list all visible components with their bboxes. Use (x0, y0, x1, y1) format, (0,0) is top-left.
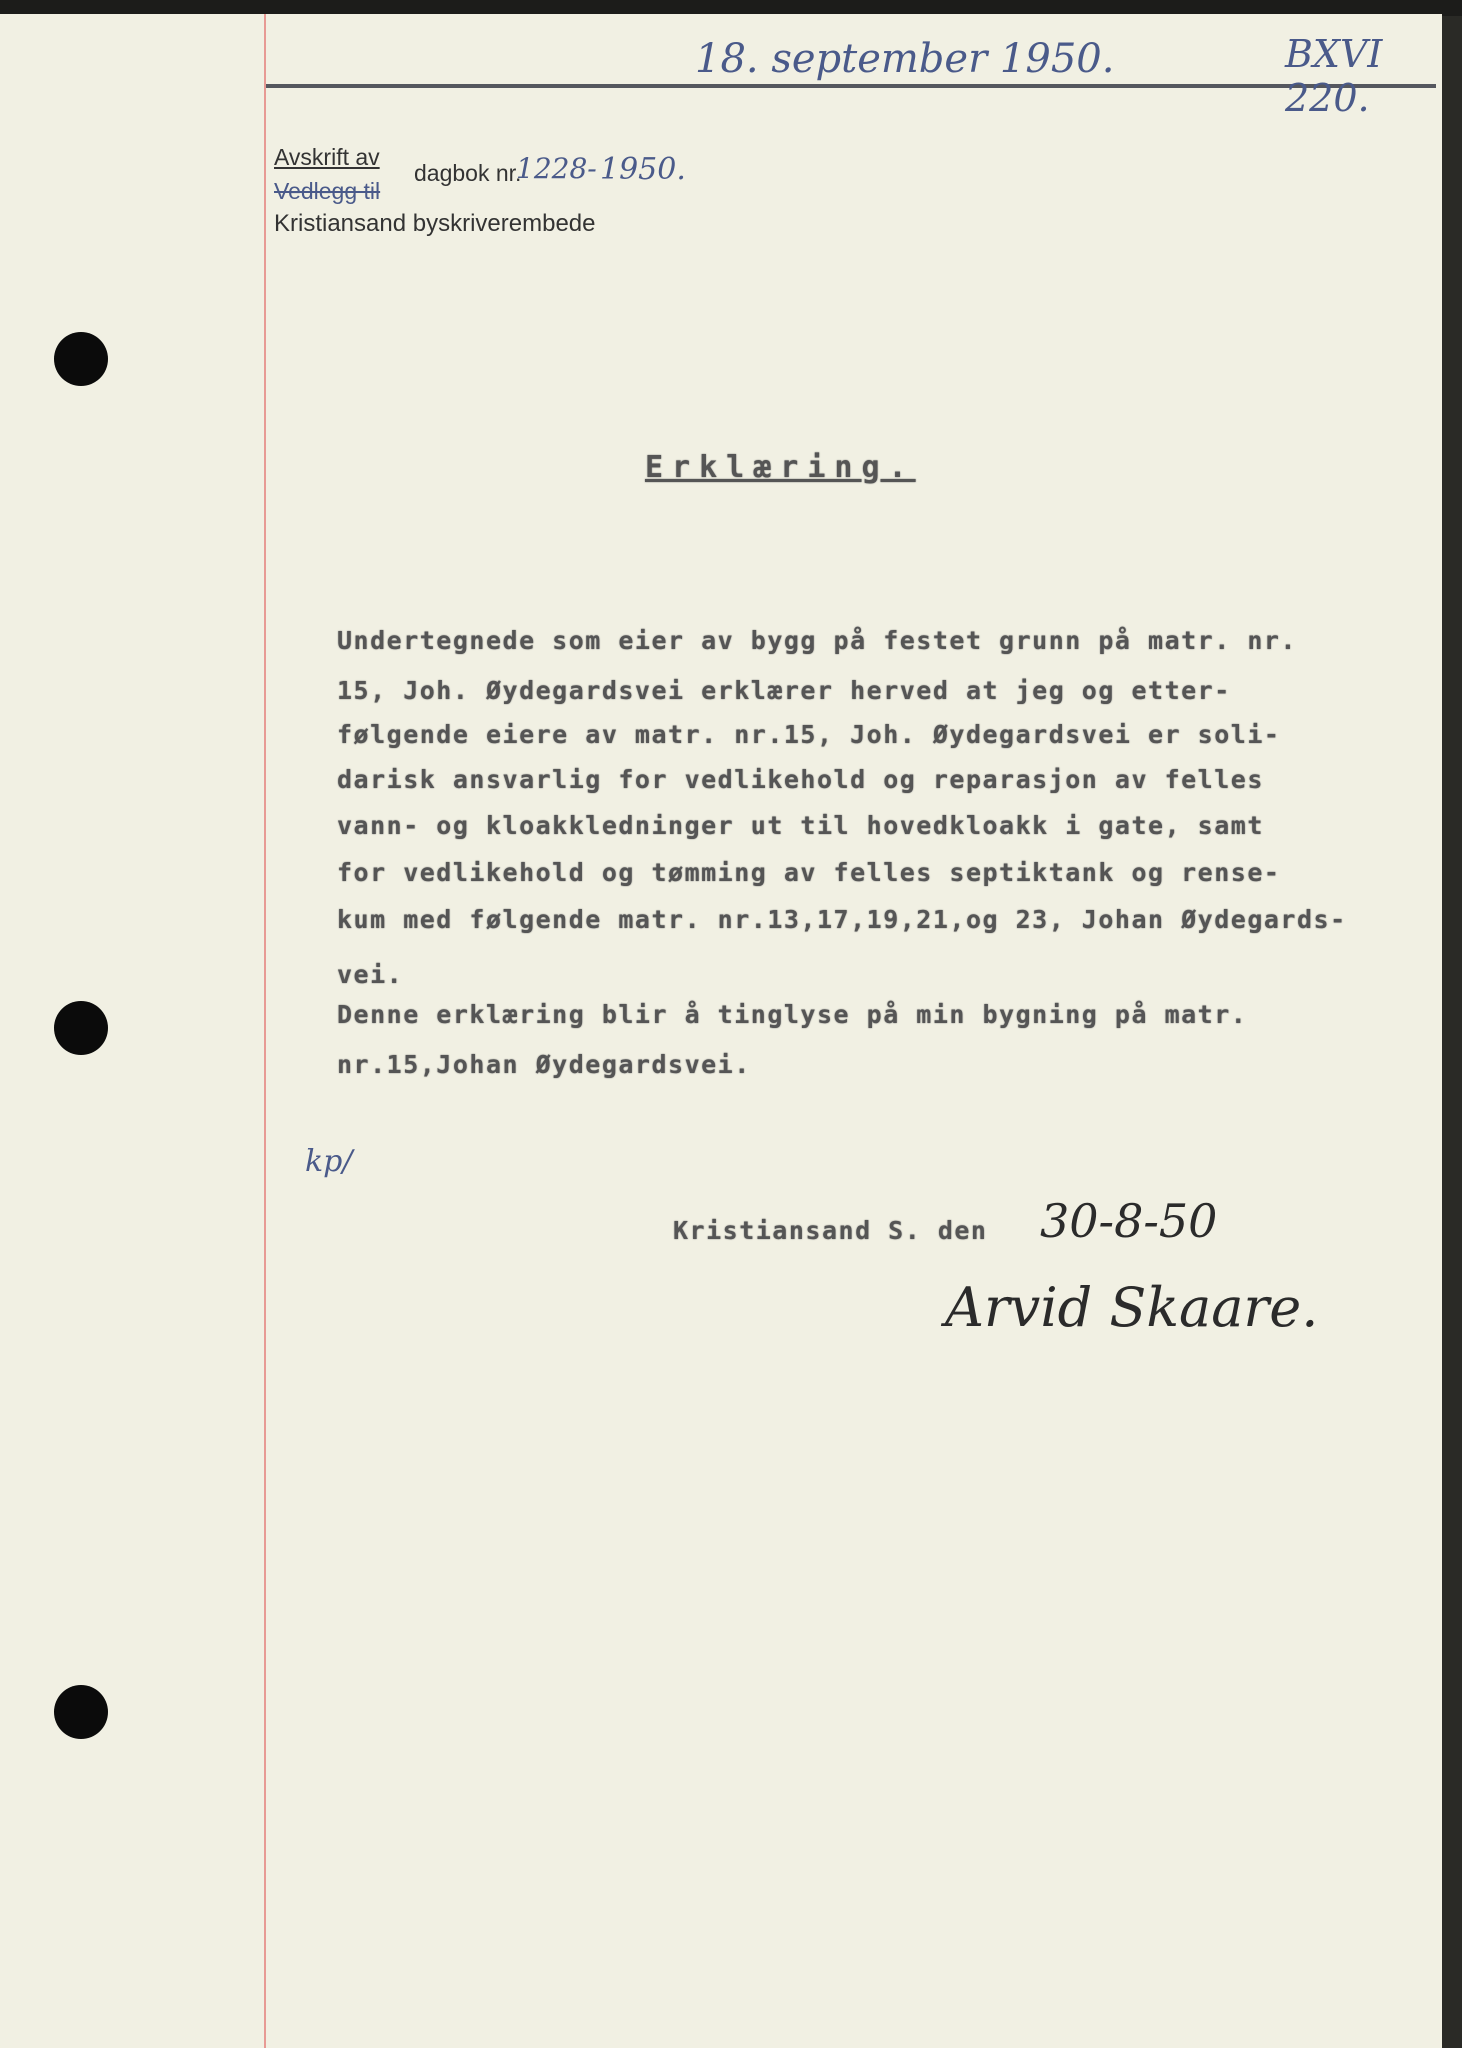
body-line: kum med følgende matr. nr.13,17,19,21,og 23, Johan Øydegards- (337, 905, 1347, 934)
dagbok-number: 1228- (516, 152, 597, 185)
dagbok-label: dagbok nr. (414, 160, 522, 186)
signature: Arvid Skaare. (945, 1276, 1319, 1339)
body-line: følgende eiere av matr. nr.15, Joh. Øydegardsvei er soli- (337, 720, 1281, 749)
dagbok-year: 1950. (600, 152, 686, 187)
header-rule (266, 84, 1436, 88)
punch-hole (54, 1685, 108, 1739)
vedlegg-label: Vedlegg til (274, 178, 381, 204)
punch-hole (54, 332, 108, 386)
body-line: Undertegnede som eier av bygg på festet grunn på matr. nr. (337, 626, 1297, 655)
body-line: for vedlikehold og tømming av felles septiktank og rense- (337, 858, 1281, 887)
document-title: Erklæring. (645, 450, 916, 485)
body-line: darisk ansvarlig for vedlikehold og reparasjon av felles (337, 765, 1264, 794)
margin-note: kp/ (305, 1144, 353, 1179)
body-line: Denne erklæring blir å tinglyse på min bygning på matr. (337, 1000, 1248, 1029)
reference-number: BXVI 220. (1285, 32, 1383, 120)
body-line: vann- og kloakkledninger ut til hovedkloakk i gate, samt (337, 811, 1264, 840)
punch-hole (54, 1001, 108, 1055)
handwritten-sign-date: 30-8-50 (1040, 1194, 1218, 1248)
place-date-label: Kristiansand S. den (673, 1216, 988, 1245)
document-page (0, 14, 1442, 2048)
handwritten-header-date: 18. september 1950. (695, 36, 1115, 82)
body-line: nr.15,Johan Øydegardsvei. (337, 1050, 751, 1079)
body-line: vei. (337, 960, 404, 989)
margin-line (264, 14, 266, 2048)
avskrift-label: Avskrift av (274, 144, 380, 170)
office-name: Kristiansand byskriverembede (274, 210, 596, 237)
body-line: 15, Joh. Øydegardsvei erklærer herved at jeg og etter- (337, 676, 1231, 705)
